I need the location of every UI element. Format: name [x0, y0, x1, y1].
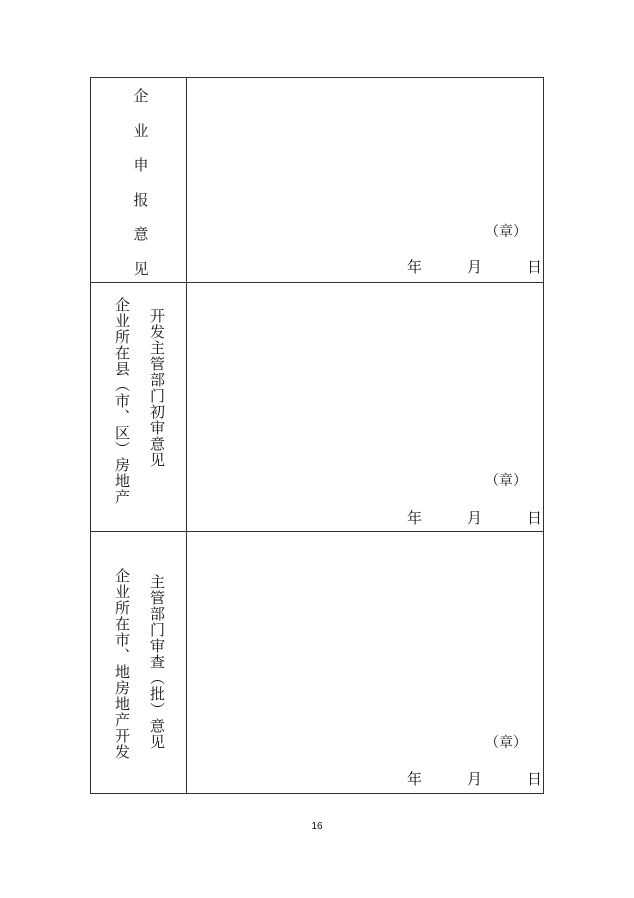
- city-authority-label: 企业所在市、地房地产开发: [113, 568, 131, 760]
- seal-label: （章）: [485, 735, 527, 751]
- city-approval-row: [91, 532, 543, 794]
- label-char: 见: [133, 259, 149, 278]
- label-char: 申: [133, 156, 149, 174]
- date-month-label: 月: [467, 770, 483, 788]
- enterprise-application-label: [133, 88, 149, 295]
- date-day-label: 日: [527, 770, 543, 788]
- date-year-label: 年: [407, 770, 423, 788]
- date-year-label: 年: [407, 258, 423, 276]
- opinion-content-cell[interactable]: [187, 532, 543, 794]
- enterprise-application-row: [91, 78, 543, 283]
- opinion-content-cell[interactable]: [187, 78, 543, 282]
- date-year-label: 年: [407, 509, 423, 527]
- label-char: 意: [133, 225, 149, 243]
- date-month-label: 月: [467, 509, 483, 527]
- opinion-content-cell[interactable]: [187, 283, 543, 531]
- seal-label: （章）: [485, 473, 527, 489]
- preliminary-review-label: 开发主管部门初审意见: [148, 308, 166, 468]
- label-char: 报: [133, 190, 149, 209]
- page-number: 16: [311, 821, 323, 832]
- label-char: 业: [133, 121, 149, 140]
- county-authority-label: 企业所在县（市、区）房地产: [113, 297, 131, 505]
- row-label-cell: [91, 532, 187, 794]
- approval-opinion-label: 主管部门审查（批）意见: [148, 574, 166, 750]
- seal-label: （章）: [485, 224, 527, 240]
- approval-form-table: [90, 77, 544, 794]
- row-label-cell: [91, 283, 187, 531]
- date-day-label: 日: [527, 258, 543, 276]
- date-month-label: 月: [467, 258, 483, 276]
- county-review-row: [91, 283, 543, 532]
- row-label-cell: [91, 78, 187, 282]
- label-char: 企: [133, 87, 149, 105]
- date-day-label: 日: [527, 509, 543, 527]
